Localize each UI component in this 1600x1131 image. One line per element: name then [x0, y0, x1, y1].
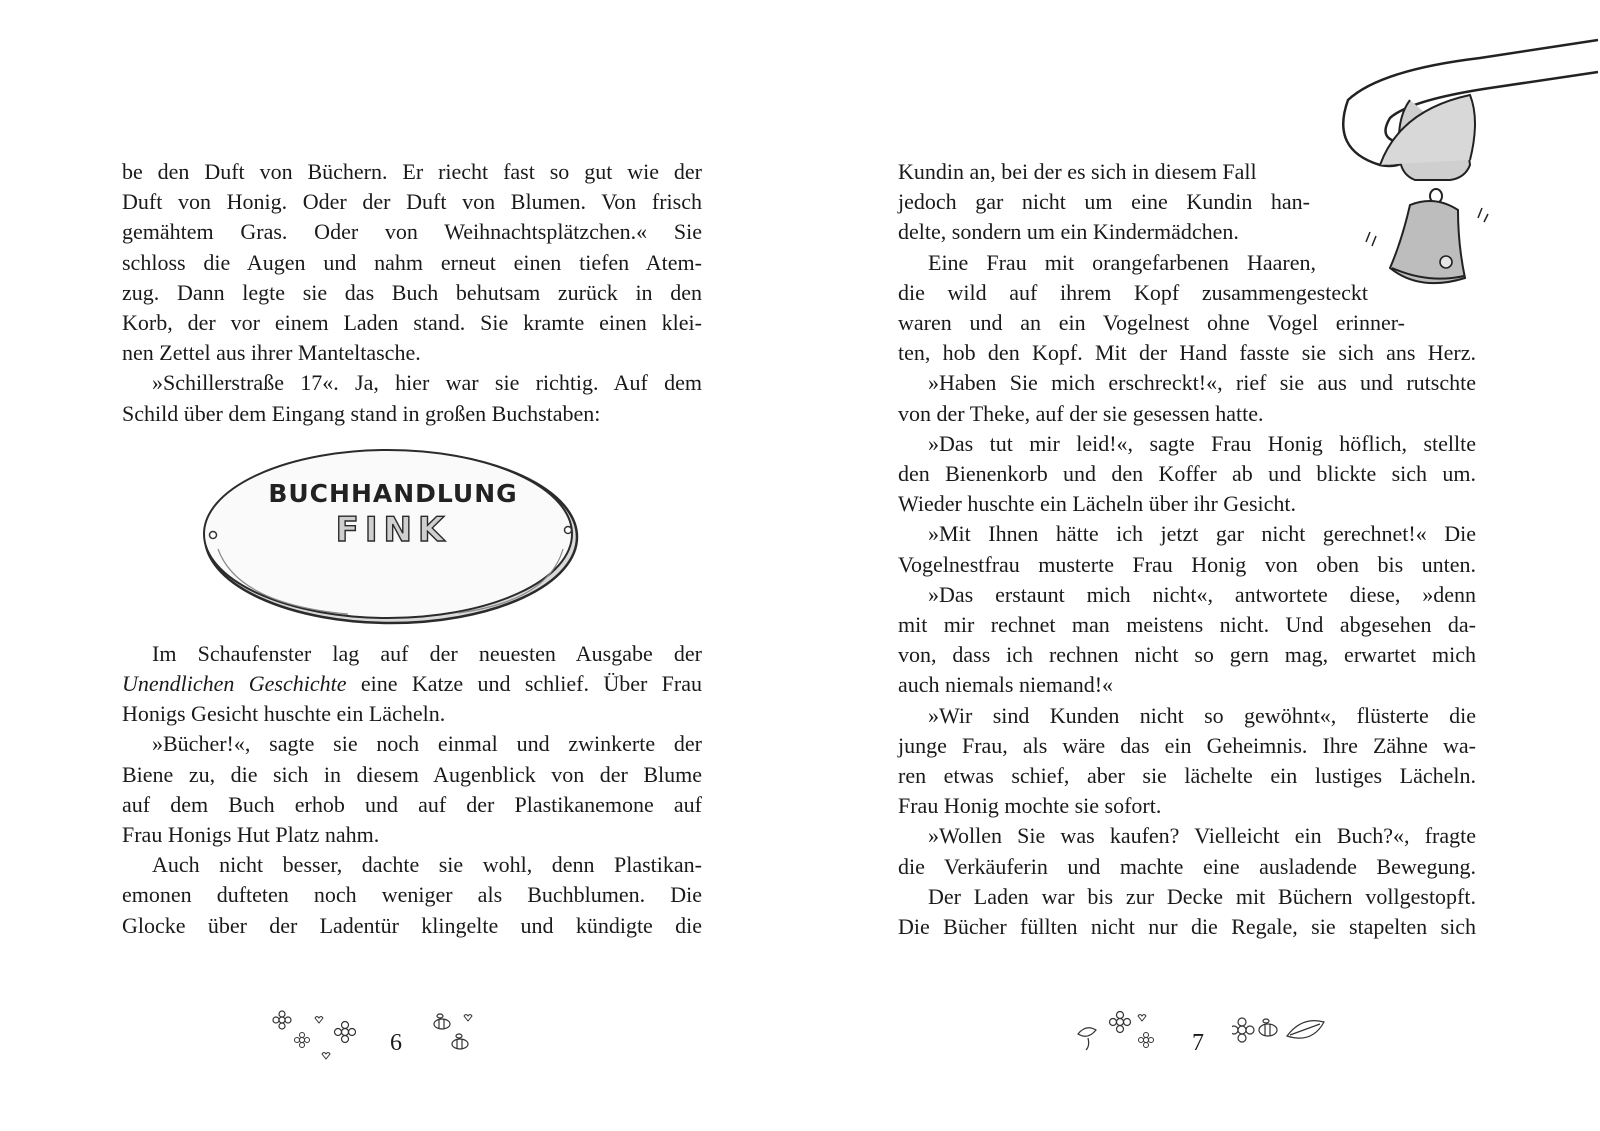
- text-line: Wieder huschte ein Lächeln über ihr Gesicht.: [898, 491, 1297, 517]
- flower-icon: [335, 1022, 356, 1043]
- text-line: emonen dufteten noch weniger als Buchblumen. Die: [122, 882, 702, 908]
- bee-icon: [434, 1014, 450, 1029]
- text-line: »Mit Ihnen hätte ich jetzt gar nicht gerechnet!« Die: [928, 521, 1476, 547]
- text-line: Der Laden war bis zur Decke mit Büchern vollgestopft.: [928, 883, 1476, 909]
- text-line: den Bienenkorb und den Koffer ab und blickte sich um.: [898, 461, 1476, 487]
- leaf-icon: [1287, 1021, 1324, 1039]
- page-number-left: 6: [390, 1030, 402, 1056]
- text-line: auch niemals niemand!«: [898, 672, 1114, 698]
- text-line: »Das tut mir leid!«, sagte Frau Honig höflich, stellte: [928, 430, 1476, 456]
- text-line: »Wollen Sie was kaufen? Vielleicht ein Buch?«, fragte: [928, 823, 1476, 849]
- text-line: Auch nicht besser, dachte sie wohl, denn Plastikan-: [152, 852, 702, 878]
- text-line: die wild auf ihrem Kopf zusammengesteckt: [898, 279, 1368, 305]
- text-line: Schild über dem Eingang stand in großen Buchstaben:: [122, 400, 601, 426]
- flower-icon: [1139, 1033, 1154, 1048]
- left-page-text: [122, 157, 702, 941]
- text-line: gemähtem Gras. Oder von Weihnachtsplätzchen.« Sie: [122, 219, 702, 245]
- leaf-icon: [1078, 1028, 1096, 1050]
- text-line: Honigs Gesicht huschte ein Lächeln.: [122, 701, 446, 727]
- text-line: von, dass ich rechnen nicht so gern mag, erwartet mich: [898, 642, 1476, 668]
- text-line: Korb, der vor einem Laden stand. Sie kramte einen klei-: [122, 310, 702, 336]
- text-span: eine Katze und schlief. Über Frau: [346, 671, 702, 697]
- heart-icon: [315, 1017, 323, 1024]
- text-line: Biene zu, die sich in diesem Augenblick von der Blume: [122, 761, 702, 787]
- text-line: von der Theke, auf der sie gesessen hatte.: [898, 400, 1264, 426]
- right-bee-ornament: [1232, 1010, 1327, 1050]
- bee-icon: [452, 1034, 468, 1049]
- text-line: Glocke über der Ladentür klingelte und kündigte die: [122, 912, 702, 938]
- text-line: auf dem Buch erhob und auf der Plastikanemone auf: [122, 791, 702, 817]
- text-line: Die Bücher füllten nicht nur die Regale, sie stapelten sich: [898, 914, 1476, 940]
- text-line: nen Zettel aus ihrer Manteltasche.: [122, 340, 421, 366]
- text-line: Im Schaufenster lag auf der neuesten Ausgabe der: [152, 640, 702, 666]
- page-number-right: 7: [1192, 1030, 1204, 1056]
- heart-icon: [464, 1015, 472, 1022]
- heart-icon: [322, 1053, 330, 1060]
- sign-title: BUCHHANDLUNG: [268, 478, 518, 508]
- text-line: Vogelnestfrau musterte Frau Honig von oben bis unten.: [898, 551, 1476, 577]
- text-line: »Das erstaunt mich nicht«, antwortete diese, »denn: [928, 581, 1476, 607]
- text-line: »Schillerstraße 17«. Ja, hier war sie richtig. Auf dem: [152, 370, 702, 396]
- flower-icon: [1232, 1018, 1254, 1042]
- text-line: ren etwas schief, aber sie lächelte ein lustiges Lächeln.: [898, 763, 1476, 789]
- right-flower-ornament: [1076, 1010, 1166, 1060]
- text-line: Frau Honigs Hut Platz nahm.: [122, 822, 380, 848]
- sign-name: FINK: [335, 509, 451, 550]
- shop-sign-illustration: [198, 429, 702, 639]
- text-line: ten, hob den Kopf. Mit der Hand fasste sie sich ans Herz.: [898, 340, 1476, 366]
- text-line: be den Duft von Büchern. Er riecht fast so gut wie der: [122, 159, 702, 184]
- text-line: schloss die Augen und nahm erneut einen tiefen Atem-: [122, 249, 702, 275]
- bell-icon: [1340, 0, 1600, 300]
- flower-icon: [1110, 1012, 1131, 1033]
- text-line: delte, sondern um ein Kindermädchen.: [898, 219, 1239, 245]
- text-line: [122, 669, 702, 699]
- left-flower-ornament: [270, 1010, 360, 1060]
- text-line: Kundin an, bei der es sich in diesem Fall: [898, 159, 1257, 184]
- text-line: die Verkäuferin und machte eine ausladende Bewegung.: [898, 853, 1476, 879]
- text-line: Eine Frau mit orangefarbenen Haaren,: [928, 249, 1316, 275]
- heart-icon: [1138, 1015, 1146, 1022]
- flower-icon: [273, 1011, 291, 1029]
- text-line: »Bücher!«, sagte sie noch einmal und zwinkerte der: [152, 731, 702, 757]
- flower-icon: [295, 1033, 310, 1048]
- text-line: zug. Dann legte sie das Buch behutsam zurück in den: [122, 279, 702, 305]
- text-line: waren und an ein Vogelnest ohne Vogel erinner-: [898, 310, 1405, 336]
- text-line: junge Frau, als wäre das ein Geheimnis. Ihre Zähne wa-: [898, 732, 1476, 758]
- text-line: »Haben Sie mich erschreckt!«, rief sie aus und rutschte: [928, 370, 1476, 396]
- text-line: mit mir rechnet man meistens nicht. Und abgesehen da-: [898, 612, 1476, 638]
- text-line: jedoch gar nicht um eine Kundin han-: [898, 189, 1310, 215]
- bee-icon: [1259, 1019, 1277, 1036]
- book-title: Unendlichen Geschichte: [122, 671, 347, 697]
- text-line: »Wir sind Kunden nicht so gewöhnt«, flüsterte die: [928, 702, 1476, 728]
- left-bee-ornament: [430, 1010, 480, 1060]
- text-line: Frau Honig mochte sie sofort.: [898, 793, 1162, 819]
- text-line: Duft von Honig. Oder der Duft von Blumen. Von frisch: [122, 189, 702, 215]
